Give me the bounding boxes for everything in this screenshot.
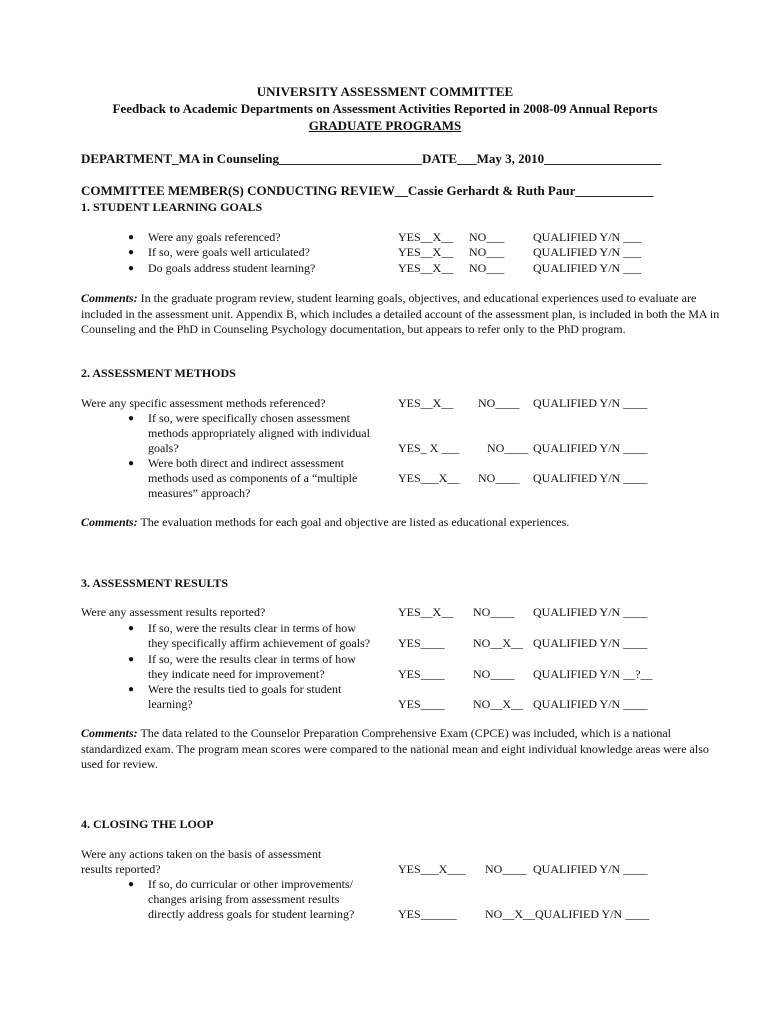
s2-comment-text: The evaluation methods for each goal and objective are listed as educational experiences. xyxy=(140,515,570,529)
s1-qualified-1: QUALIFIED Y/N ___ xyxy=(533,230,642,244)
s3-question-1: Were any assessment results reported? xyxy=(81,605,266,619)
s2-yes-2: YES_ X ___ xyxy=(398,441,460,455)
s2-question-2-line2: methods appropriately aligned with individual xyxy=(148,426,370,440)
s3-qualified-4: QUALIFIED Y/N ____ xyxy=(533,697,648,711)
bullet-icon: ● xyxy=(127,263,135,274)
s4-no-qualified-2: NO__X__QUALIFIED Y/N ____ xyxy=(485,907,650,921)
s3-yes-1: YES__X__ xyxy=(398,605,454,619)
section2-heading: 2. ASSESSMENT METHODS xyxy=(81,366,236,380)
s4-question-2-line1: If so, do curricular or other improvements/ xyxy=(148,877,353,891)
bullet-icon: ● xyxy=(127,458,135,469)
bullet-icon: ● xyxy=(127,232,135,243)
s4-yes-1: YES___X___ xyxy=(398,862,466,876)
s1-yes-1: YES__X__ xyxy=(398,230,454,244)
s3-question-3-line2: they indicate need for improvement? xyxy=(148,667,325,681)
s3-question-4-line2: learning? xyxy=(148,697,193,711)
bullet-icon: ● xyxy=(127,413,135,424)
department-date-line: DEPARTMENT_MA in Counseling______________________DATE___May 3, 2010__________________ xyxy=(81,151,662,166)
s4-question-2-line2: changes arising from assessment results xyxy=(148,892,340,906)
s2-comments xyxy=(81,515,721,531)
s4-no-1: NO____ xyxy=(485,862,527,876)
form-subtitle: Feedback to Academic Departments on Assessment Activities Reported in 2008-09 Annual Reports xyxy=(112,101,658,116)
s2-qualified-3: QUALIFIED Y/N ____ xyxy=(533,471,648,485)
s3-question-3-line1: If so, were the results clear in terms of how xyxy=(148,652,356,666)
s4-qualified-1: QUALIFIED Y/N ____ xyxy=(533,862,648,876)
s1-yes-3: YES__X__ xyxy=(398,261,454,275)
s1-qualified-3: QUALIFIED Y/N ___ xyxy=(533,261,642,275)
program-type: GRADUATE PROGRAMS xyxy=(308,118,462,133)
comments-label: Comments: xyxy=(81,515,138,529)
section3-heading: 3. ASSESSMENT RESULTS xyxy=(81,576,229,590)
section1-heading: 1. STUDENT LEARNING GOALS xyxy=(81,200,263,214)
s3-qualified-1: QUALIFIED Y/N ____ xyxy=(533,605,648,619)
s4-question-1-line2: results reported? xyxy=(81,862,161,876)
s3-no-1: NO____ xyxy=(473,605,515,619)
bullet-icon: ● xyxy=(127,623,135,634)
s1-no-1: NO___ xyxy=(469,230,505,244)
s3-qualified-2: QUALIFIED Y/N ____ xyxy=(533,636,648,650)
s3-yes-4: YES____ xyxy=(398,697,445,711)
s3-question-2-line2: they specifically affirm achievement of goals? xyxy=(148,636,371,650)
section4-heading: 4. CLOSING THE LOOP xyxy=(81,817,214,831)
s2-question-2-line3: goals? xyxy=(148,441,179,455)
s2-yes-3: YES___X__ xyxy=(398,471,460,485)
s2-no-1: NO____ xyxy=(478,396,520,410)
s2-question-3-line1: Were both direct and indirect assessment xyxy=(148,456,344,470)
s1-question-2: If so, were goals well articulated? xyxy=(148,245,310,259)
s3-comments xyxy=(81,726,721,773)
s3-yes-3: YES____ xyxy=(398,667,445,681)
s2-question-1: Were any specific assessment methods referenced? xyxy=(81,396,326,410)
s3-no-4: NO__X__ xyxy=(473,697,523,711)
form-title: UNIVERSITY ASSESSMENT COMMITTEE xyxy=(256,84,514,99)
s1-no-3: NO___ xyxy=(469,261,505,275)
bullet-icon: ● xyxy=(127,654,135,665)
s1-no-2: NO___ xyxy=(469,245,505,259)
s1-comment-text: In the graduate program review, student learning goals, objectives, and educational experiences used to evaluate are included in the assessment unit. Appendix B, which includes a detailed account of the assessment plan, is included in both the MA in Counseling and the PhD in Counseling Psychology documentation, but appears to refer only to the PhD program. xyxy=(81,291,720,336)
s3-comment-text: The data related to the Counselor Preparation Comprehensive Exam (CPCE) was included, which is a national standardized exam. The program mean scores were compared to the national mean and eight individual knowledge areas were also used for review. xyxy=(81,726,709,771)
s4-question-1-line1: Were any actions taken on the basis of assessment xyxy=(81,847,322,861)
s3-no-2: NO__X__ xyxy=(473,636,523,650)
s2-no-3: NO____ xyxy=(478,471,520,485)
s2-yes-1: YES__X__ xyxy=(398,396,454,410)
bullet-icon: ● xyxy=(127,684,135,695)
s3-qualified-3: QUALIFIED Y/N __?__ xyxy=(533,667,653,681)
bullet-icon: ● xyxy=(127,879,135,890)
s3-question-2-line1: If so, were the results clear in terms of how xyxy=(148,621,356,635)
s2-question-2-line1: If so, were specifically chosen assessment xyxy=(148,411,350,425)
comments-label: Comments: xyxy=(81,726,138,740)
comments-label: Comments: xyxy=(81,291,138,305)
bullet-icon: ● xyxy=(127,247,135,258)
s1-qualified-2: QUALIFIED Y/N ___ xyxy=(533,245,642,259)
s3-question-4-line1: Were the results tied to goals for student xyxy=(148,682,342,696)
s1-comments xyxy=(81,291,721,338)
s1-question-3: Do goals address student learning? xyxy=(148,261,316,275)
committee-members-line: COMMITTEE MEMBER(S) CONDUCTING REVIEW__Cassie Gerhardt & Ruth Paur____________ xyxy=(81,183,654,198)
s1-yes-2: YES__X__ xyxy=(398,245,454,259)
s2-no-2: NO____ xyxy=(487,441,529,455)
s4-yes-2: YES______ xyxy=(398,907,457,921)
s2-qualified-2: QUALIFIED Y/N ____ xyxy=(533,441,648,455)
s3-no-3: NO____ xyxy=(473,667,515,681)
s2-question-3-line2: methods used as components of a “multiple xyxy=(148,471,358,485)
s4-question-2-line3: directly address goals for student learning? xyxy=(148,907,355,921)
s2-qualified-1: QUALIFIED Y/N ____ xyxy=(533,396,648,410)
s1-question-1: Were any goals referenced? xyxy=(148,230,281,244)
s3-yes-2: YES____ xyxy=(398,636,445,650)
s2-question-3-line3: measures” approach? xyxy=(148,486,251,500)
